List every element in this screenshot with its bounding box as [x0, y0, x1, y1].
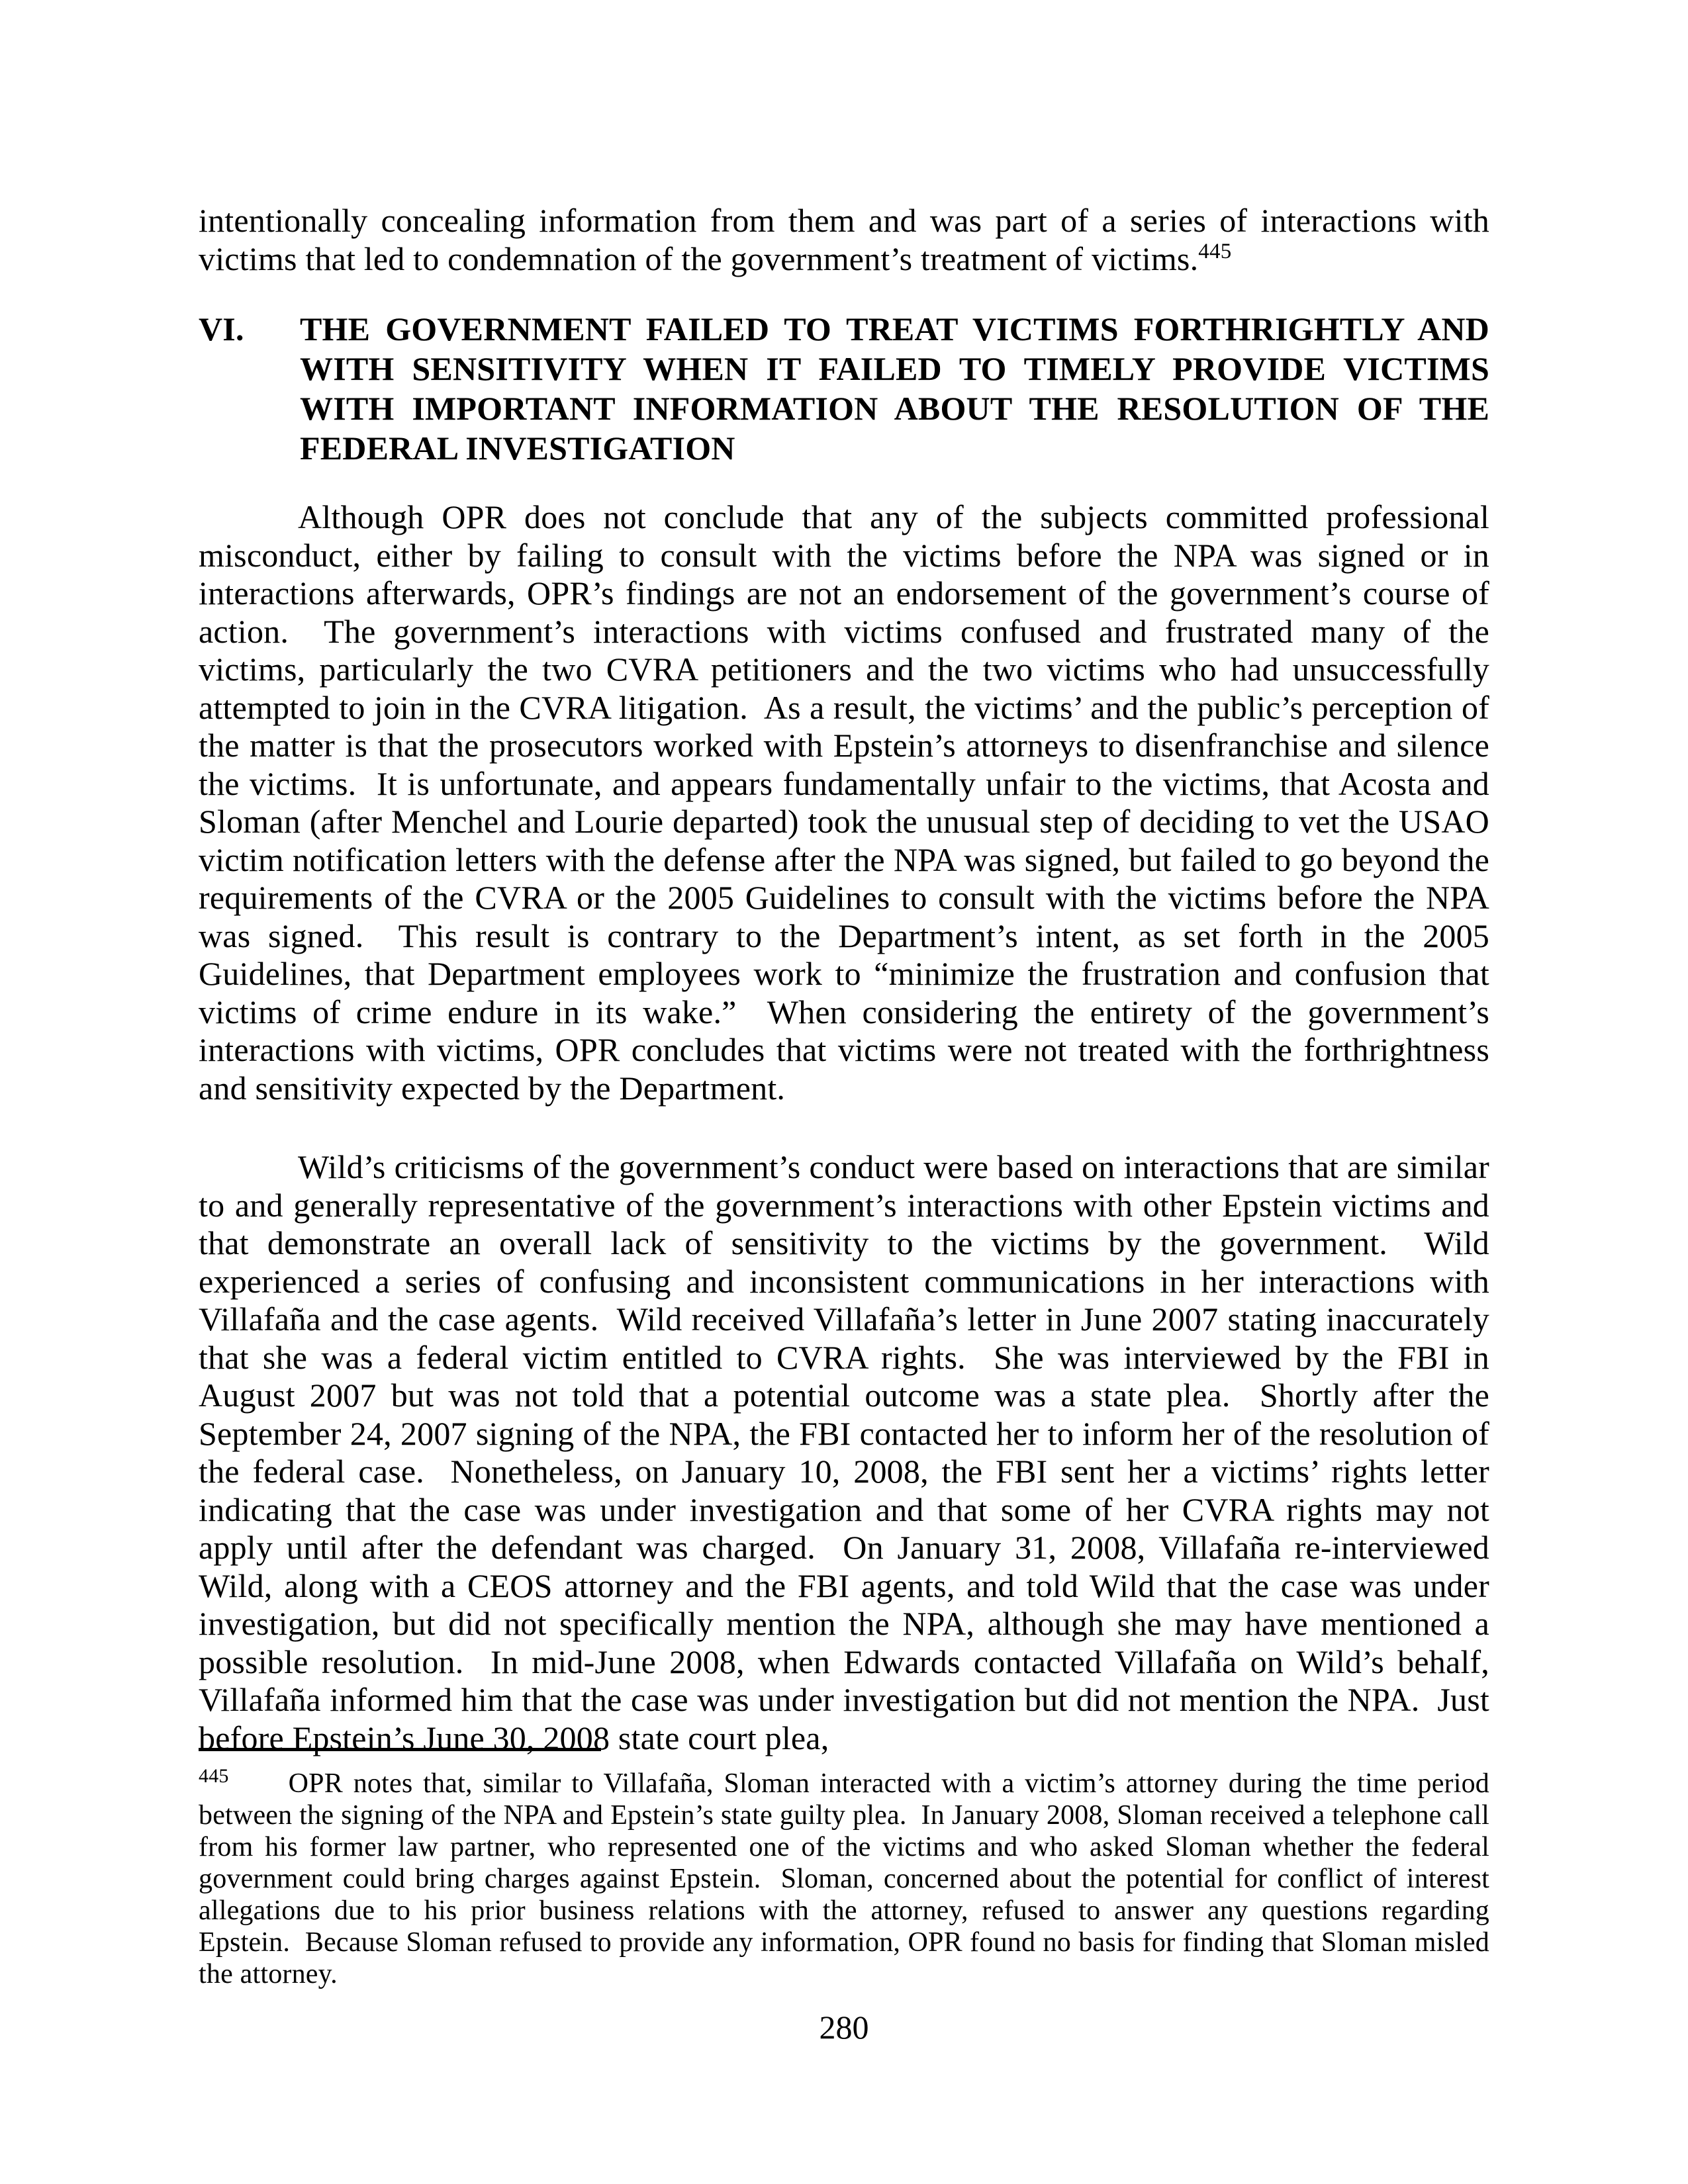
- footnote-number: 445: [199, 1765, 229, 1787]
- footnote-445: [199, 1765, 1489, 1990]
- body-paragraph-2-text: Wild’s criticisms of the government’s conduct were based on interactions that are similar to and generally representative of the government’s interactions with other Epstein victims and that demonstrate an overall lack of sensitivity to the victims by the government. Wild experienced a series of confusing and inconsistent communications in her interactions with Villafaña and the case agents. Wild received Villafaña’s letter in June 2007 stating inaccurately that she was a federal victim entitled to CVRA rights. She was interviewed by the FBI in August 2007 but was not told that a potential outcome was a state plea. Shortly after the September 24, 2007 signing of the NPA, the FBI contacted her to inform her of the resolution of the federal case. Nonetheless, on January 10, 2008, the FBI sent her a victims’ rights letter indicating that the case was under investigation and that some of her CVRA rights may not apply until after the defendant was charged. On January 31, 2008, Villafaña re-interviewed Wild, along with a CEOS attorney and the FBI agents, and told Wild that the case was under investigation, but did not specifically mention the NPA, although she may have mentioned a possible resolution. In mid-June 2008, when Edwards contacted Villafaña on Wild’s behalf, Villafaña informed him that the case was under investigation but did not mention the NPA. Just before Epstein’s June 30, 2008 state court plea,: [199, 1148, 1489, 1756]
- section-number: VI.: [199, 310, 244, 347]
- body-paragraph-2: [199, 1148, 1489, 1757]
- footnote-text: OPR notes that, similar to Villafaña, Sloman interacted with a victim’s attorney during the time period between the signing of the NPA and Epstein’s state guilty plea. In January 2008, Sloman received a telephone call from his former law partner, who represented one of the victims and who asked Sloman whether the federal government could bring charges against Epstein. Sloman, concerned about the potential for conflict of interest allegations due to his prior business relations with the attorney, refused to answer any questions regarding Epstein. Because Sloman refused to provide any information, OPR found no basis for finding that Sloman misled the attorney.: [199, 1768, 1489, 1989]
- footnote-separator-rule: [199, 1748, 601, 1751]
- section-heading: [199, 309, 1489, 468]
- body-paragraph-1: [199, 498, 1489, 1107]
- page-number: 280: [819, 2009, 869, 2046]
- continuation-paragraph: [199, 202, 1489, 278]
- continuation-text: intentionally concealing information from them and was part of a series of interactions with victims that led to condemnation of the government’s treatment of victims.: [199, 202, 1489, 277]
- section-heading-text: THE GOVERNMENT FAILED TO TREAT VICTIMS FORTHRIGHTLY AND WITH SENSITIVITY WHEN IT FAILED TO TIMELY PROVIDE VICTIMS WITH IMPORTANT INFORMATION ABOUT THE RESOLUTION OF THE FEDERAL INVESTIGATION: [300, 310, 1489, 467]
- footnote-reference-445: 445: [1198, 239, 1232, 263]
- body-paragraph-1-text: Although OPR does not conclude that any of the subjects committed professional misconduct, either by failing to consult with the victims before the NPA was signed or in interactions afterwards, OPR’s findings are not an endorsement of the government’s course of action. The government’s interactions with victims confused and frustrated many of the victims, particularly the two CVRA petitioners and the two victims who had unsuccessfully attempted to join in the CVRA litigation. As a result, the victims’ and the public’s perception of the matter is that the prosecutors worked with Epstein’s attorneys to disenfranchise and silence the victims. It is unfortunate, and appears fundamentally unfair to the victims, that Acosta and Sloman (after Menchel and Lourie departed) took the unusual step of deciding to vet the USAO victim notification letters with the defense after the NPA was signed, but failed to go beyond the requirements of the CVRA or the 2005 Guidelines to consult with the victims before the NPA was signed. This result is contrary to the Department’s intent, as set forth in the 2005 Guidelines, that Department employees work to “minimize the frustration and confusion that victims of crime endure in its wake.” When considering the entirety of the government’s interactions with victims, OPR concludes that victims were not treated with the forthrightness and sensitivity expected by the Department.: [199, 498, 1489, 1107]
